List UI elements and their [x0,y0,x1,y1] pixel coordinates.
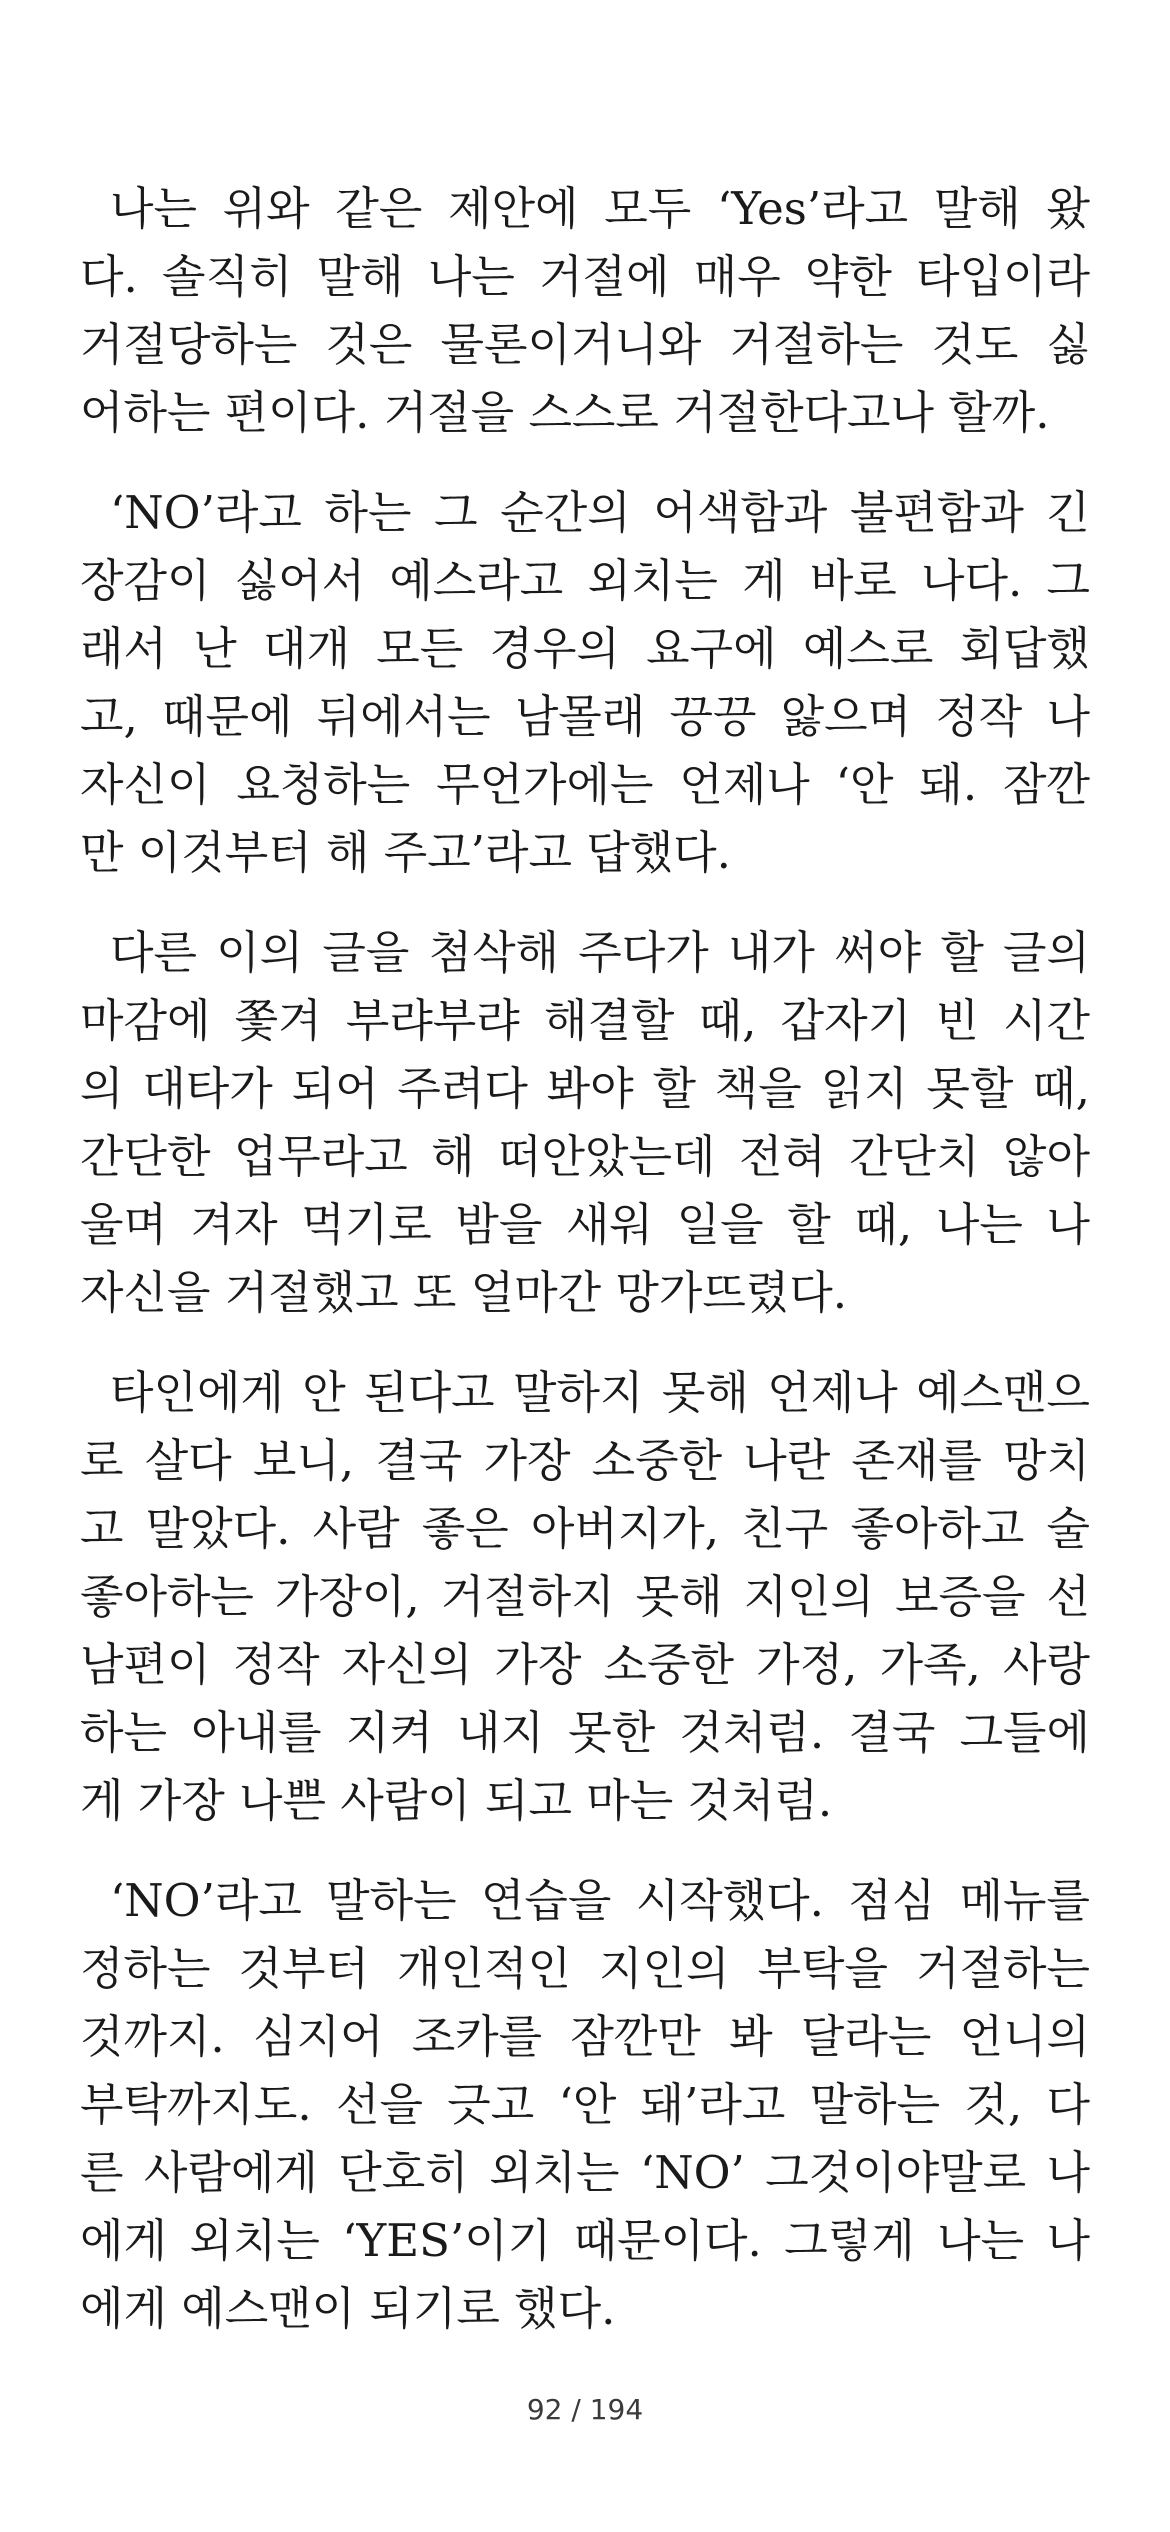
paragraph [80,1867,1090,2343]
text-line: 다른 이의 글을 첨삭해 주다가 내가 써야 할 글의 [110,926,1090,979]
text-line: 남편이 정작 자신의 가장 소중한 가정, 가족, 사랑 [80,1638,1090,1691]
text-line: 로 살다 보니, 결국 가장 소중한 나란 존재를 망치 [80,1434,1090,1487]
text-line: 거절당하는 것은 물론이거니와 거절하는 것도 싫 [80,318,1090,371]
paragraph [80,919,1090,1327]
text-line: 만 이것부터 해 주고’라고 답했다. [80,826,731,879]
text-line: 하는 아내를 지켜 내지 못한 것처럼. 결국 그들에 [80,1706,1090,1759]
text-line: 타인에게 안 된다고 말하지 못해 언제나 예스맨으 [110,1366,1090,1419]
text-line: 의 대타가 되어 주려다 봐야 할 책을 읽지 못할 때, [80,1062,1090,1115]
text-line: 정하는 것부터 개인적인 지인의 부탁을 거절하는 [80,1942,1090,1995]
text-line: ‘NO’라고 하는 그 순간의 어색함과 불편함과 긴 [110,486,1090,539]
text-line: 어하는 편이다. 거절을 스스로 거절한다고나 할까. [80,386,1050,439]
text-line: 게 가장 나쁜 사람이 되고 마는 것처럼. [80,1774,833,1827]
text-line: 좋아하는 가장이, 거절하지 못해 지인의 보증을 선 [80,1570,1090,1623]
paragraph [80,479,1090,887]
paragraph [80,175,1090,447]
text-line: 고 말았다. 사람 좋은 아버지가, 친구 좋아하고 술 [80,1502,1090,1555]
paragraph [80,1359,1090,1835]
text-line: 고, 때문에 뒤에서는 남몰래 끙끙 앓으며 정작 나 [80,690,1090,743]
text-line: 것까지. 심지어 조카를 잠깐만 봐 달라는 언니의 [80,2010,1090,2063]
text-line: 래서 난 대개 모든 경우의 요구에 예스로 회답했 [80,622,1090,675]
text-line: 부탁까지도. 선을 긋고 ‘안 돼’라고 말하는 것, 다 [80,2078,1090,2131]
text-line: 나는 위와 같은 제안에 모두 ‘Yes’라고 말해 왔 [110,182,1090,235]
text-line: 에게 외치는 ‘YES’이기 때문이다. 그렇게 나는 나 [80,2214,1090,2267]
text-line: 자신을 거절했고 또 얼마간 망가뜨렸다. [80,1266,848,1319]
text-line: ‘NO’라고 말하는 연습을 시작했다. 점심 메뉴를 [110,1874,1090,1927]
text-line: 울며 겨자 먹기로 밤을 새워 일을 할 때, 나는 나 [80,1198,1090,1251]
text-line: 자신이 요청하는 무언가에는 언제나 ‘안 돼. 잠깐 [80,758,1090,811]
text-line: 다. 솔직히 말해 나는 거절에 매우 약한 타입이라 [80,250,1090,303]
page-number: 92 / 194 [526,2393,644,2426]
text-line: 마감에 쫓겨 부랴부랴 해결할 때, 갑자기 빈 시간 [80,994,1090,1047]
text-line: 에게 예스맨이 되기로 했다. [80,2282,616,2335]
text-body [80,175,1090,2375]
text-line: 장감이 싫어서 예스라고 외치는 게 바로 나다. 그 [80,554,1090,607]
text-line: 른 사람에게 단호히 외치는 ‘NO’ 그것이야말로 나 [80,2146,1090,2199]
text-line: 간단한 업무라고 해 떠안았는데 전혀 간단치 않아 [80,1130,1090,1183]
